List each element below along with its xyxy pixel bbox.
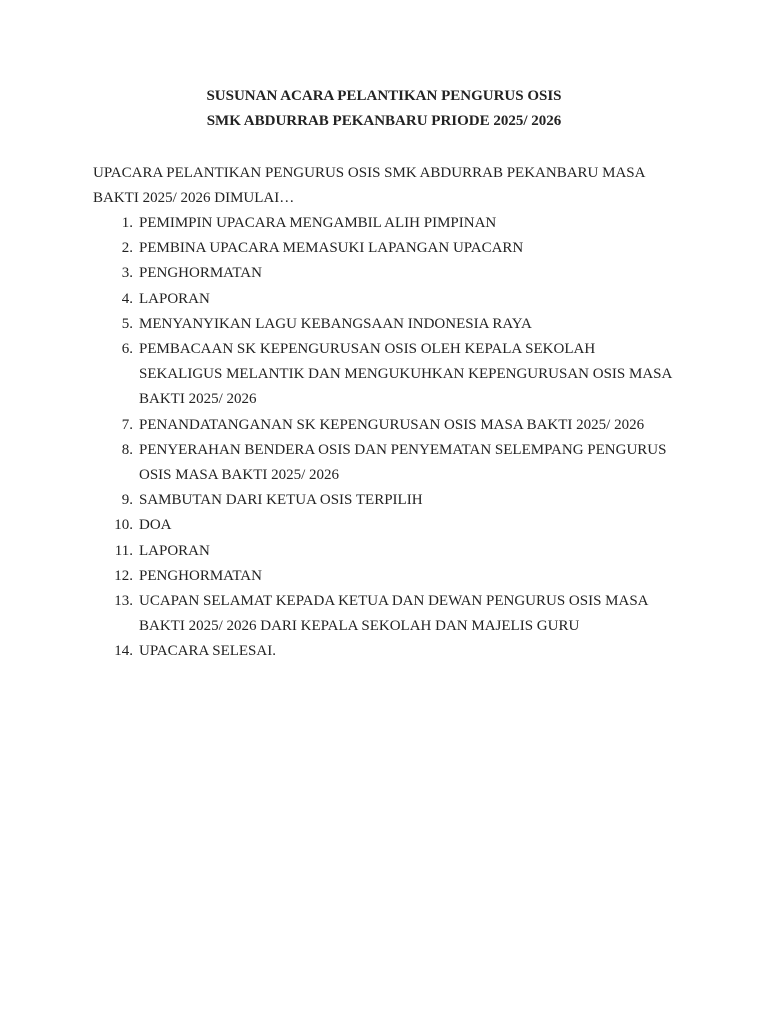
agenda-item-number: 3. — [121, 265, 133, 282]
agenda-item — [0, 488, 679, 513]
agenda-item-number: 14. — [114, 643, 133, 660]
agenda-item — [0, 438, 679, 488]
agenda-item-text: PENGHORMATAN — [139, 265, 262, 282]
agenda-item-text: SAMBUTAN DARI KETUA OSIS TERPILIH — [139, 492, 423, 509]
agenda-item — [0, 589, 679, 639]
agenda-item-text: DOA — [139, 517, 172, 534]
agenda-item-number: 10. — [114, 517, 133, 534]
agenda-item-number: 6. — [121, 341, 133, 358]
agenda-item-number: 5. — [121, 315, 133, 332]
agenda-item-number: 11. — [114, 542, 133, 559]
agenda-item-number: 8. — [121, 441, 133, 458]
agenda-item — [0, 539, 679, 564]
agenda-item — [0, 236, 679, 261]
agenda-item-text: PENANDATANGANAN SK KEPENGURUSAN OSIS MASA BAKTI 2025/ 2026 — [139, 416, 645, 433]
agenda-item-number: 13. — [114, 593, 133, 610]
agenda-item — [0, 287, 679, 312]
agenda-item-text: UPACARA SELESAI. — [139, 643, 276, 660]
agenda-item — [0, 312, 679, 337]
agenda-item-number: 1. — [121, 215, 133, 231]
agenda-list — [0, 211, 768, 665]
agenda-item — [0, 639, 679, 664]
agenda-item-number: 9. — [121, 492, 133, 509]
agenda-item — [0, 337, 679, 413]
agenda-item-text: LAPORAN — [139, 542, 210, 559]
agenda-item-number: 4. — [121, 290, 133, 307]
agenda-item-text: PEMBACAAN SK KEPENGURUSAN OSIS OLEH KEPALA SEKOLAH SEKALIGUS MELANTIK DAN MENGUKUHKAN KEPENGURUSAN OSIS MASA BAKTI 2025/ 2026 — [139, 341, 672, 408]
agenda-item — [0, 564, 679, 589]
intro-paragraph: UPACARA PELANTIKAN PENGURUS OSIS SMK ABDURRAB PEKANBARU MASA BAKTI 2025/ 2026 DIMULAI… — [93, 165, 645, 207]
agenda-item — [0, 261, 679, 286]
agenda-item-text: UCAPAN SELAMAT KEPADA KETUA DAN DEWAN PENGURUS OSIS MASA BAKTI 2025/ 2026 DARI KEPALA SEKOLAH DAN MAJELIS GURU — [139, 593, 648, 635]
agenda-item-number: 12. — [114, 567, 133, 584]
agenda-item-text: PEMBINA UPACARA MEMASUKI LAPANGAN UPACARN — [139, 240, 524, 257]
agenda-item-text: PENYERAHAN BENDERA OSIS DAN PENYEMATAN SELEMPANG PENGURUS OSIS MASA BAKTI 2025/ 2026 — [139, 441, 667, 484]
agenda-item — [0, 413, 679, 438]
agenda-item-text: LAPORAN — [139, 290, 210, 307]
agenda-item-number: 7. — [121, 416, 133, 433]
agenda-item — [0, 211, 679, 236]
document-subtitle: SMK ABDURRAB PEKANBARU PRIODE 2025/ 2026 — [206, 113, 562, 129]
document-title: SUSUNAN ACARA PELANTIKAN PENGURUS OSIS — [206, 88, 562, 104]
agenda-item-text: MENYANYIKAN LAGU KEBANGSAAN INDONESIA RAYA — [139, 315, 532, 332]
agenda-item-number: 2. — [121, 240, 133, 257]
agenda-item-text: PEMIMPIN UPACARA MENGAMBIL ALIH PIMPINAN — [139, 215, 497, 231]
agenda-item-text: PENGHORMATAN — [139, 567, 262, 584]
agenda-item — [0, 513, 679, 538]
